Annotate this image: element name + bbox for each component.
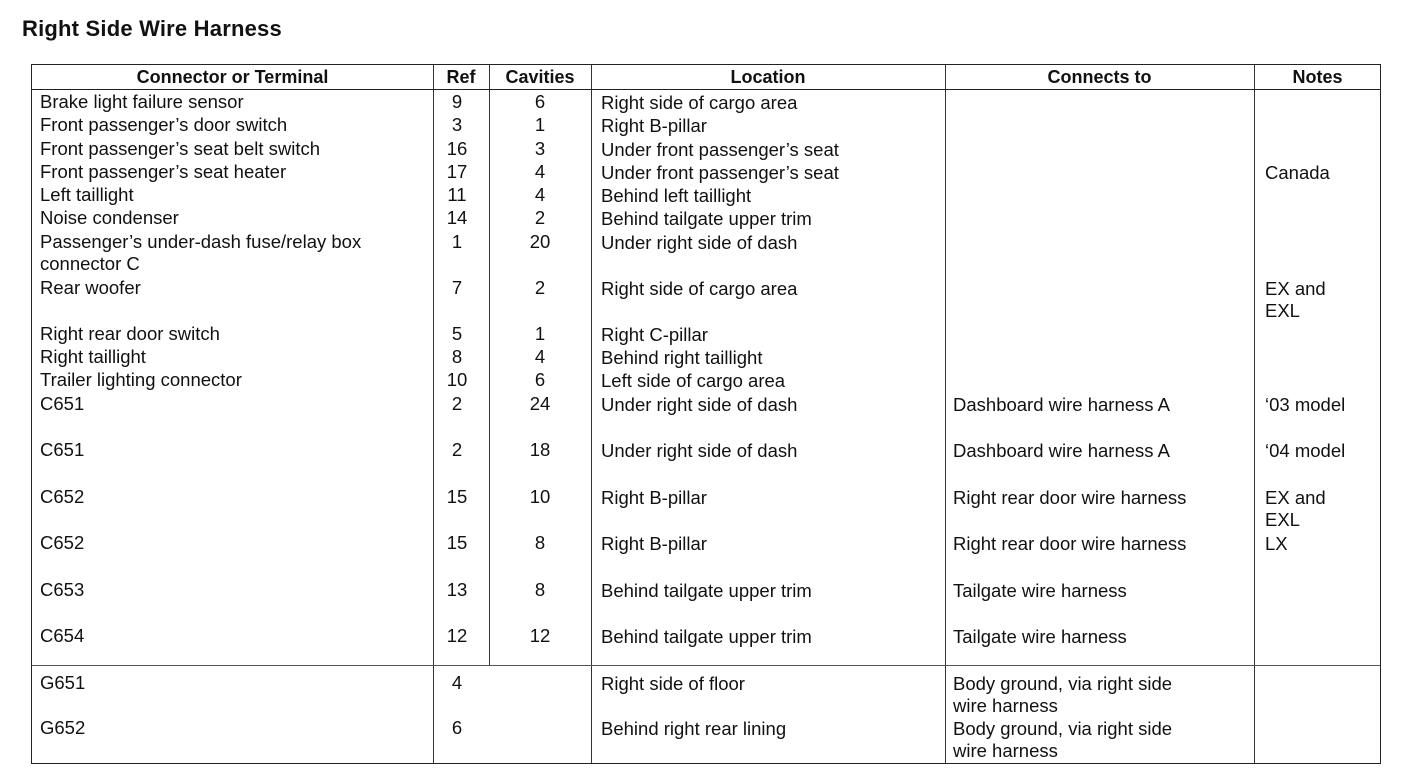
connects-to-cell-line: wire harness xyxy=(953,695,1058,716)
cavities-cell: 10 xyxy=(529,486,551,507)
connects-to-cell-line: Right rear door wire harness xyxy=(953,533,1187,554)
location-cell: Right B-pillar xyxy=(601,487,707,508)
ref-cell: 8 xyxy=(451,346,463,367)
location-cell: Behind tailgate upper trim xyxy=(601,208,812,229)
ref-cell: 15 xyxy=(446,532,468,553)
header-connector: Connector or Terminal xyxy=(136,67,329,87)
ref-cell: 13 xyxy=(446,579,468,600)
ref-cell: 3 xyxy=(451,114,463,135)
cavities-cell: 12 xyxy=(529,625,551,646)
cavities-cell: 20 xyxy=(529,231,551,252)
connector-cell xyxy=(40,184,430,206)
notes-cell-line: EXL xyxy=(1265,300,1300,321)
connector-cell-line: C651 xyxy=(40,393,85,414)
page-title: Right Side Wire Harness xyxy=(22,16,282,41)
connects-to-cell xyxy=(953,626,1253,648)
location-cell: Behind right taillight xyxy=(601,347,763,368)
connects-to-cell xyxy=(953,394,1253,416)
ref-cell: 14 xyxy=(446,207,468,228)
connector-cell xyxy=(40,114,430,136)
notes-cell-line: EXL xyxy=(1265,509,1300,530)
connector-cell-line: connector C xyxy=(40,253,140,274)
ref-cell: 1 xyxy=(451,231,463,252)
location-cell: Under front passenger’s seat xyxy=(601,139,839,160)
ref-cell: 10 xyxy=(446,369,468,390)
connects-to-cell-line: Dashboard wire harness A xyxy=(953,394,1170,415)
connects-to-cell xyxy=(953,673,1253,717)
connector-cell-line: G651 xyxy=(40,672,86,693)
connector-cell-line: Noise condenser xyxy=(40,207,179,228)
notes-cell xyxy=(1265,487,1381,531)
connects-to-cell xyxy=(953,487,1253,509)
ref-cell: 11 xyxy=(447,184,467,205)
connector-cell-line: Front passenger’s door switch xyxy=(40,114,288,135)
connector-cell-line: Brake light failure sensor xyxy=(40,91,244,112)
connector-cell xyxy=(40,486,430,508)
notes-cell-line: EX and xyxy=(1265,487,1326,508)
notes-cell-line: EX and xyxy=(1265,278,1326,299)
ref-cell: 17 xyxy=(446,161,468,182)
location-cell: Right B-pillar xyxy=(601,533,707,554)
connector-cell xyxy=(40,579,430,601)
notes-cell xyxy=(1265,440,1381,462)
location-cell: Right side of floor xyxy=(601,673,745,694)
header-notes: Notes xyxy=(1292,67,1343,87)
connects-to-cell-line: Right rear door wire harness xyxy=(953,487,1187,508)
connector-cell-line: C653 xyxy=(40,579,85,600)
cavities-cell: 3 xyxy=(534,138,546,159)
connector-cell-line: Right rear door switch xyxy=(40,323,220,344)
ref-cell: 15 xyxy=(446,486,468,507)
notes-cell-line: ‘04 model xyxy=(1265,440,1346,461)
cavities-cell: 4 xyxy=(534,161,546,182)
connector-cell xyxy=(40,672,430,694)
connector-cell xyxy=(40,161,430,183)
connector-cell xyxy=(40,393,430,415)
notes-cell-line: LX xyxy=(1265,533,1288,554)
connects-to-cell-line: Body ground, via right side xyxy=(953,718,1173,739)
column-divider xyxy=(1254,65,1255,763)
location-cell: Behind tailgate upper trim xyxy=(601,580,812,601)
connector-cell xyxy=(40,369,430,391)
connects-to-cell-line: Dashboard wire harness A xyxy=(953,440,1170,461)
location-cell: Behind left taillight xyxy=(601,185,752,206)
connects-to-cell xyxy=(953,718,1253,762)
connector-cell-line: C654 xyxy=(40,625,85,646)
location-cell: Right side of cargo area xyxy=(601,92,798,113)
location-cell: Right C-pillar xyxy=(601,324,708,345)
section-rule xyxy=(32,665,1380,666)
cavities-cell: 8 xyxy=(534,532,546,553)
connector-cell xyxy=(40,717,430,739)
cavities-cell: 4 xyxy=(534,346,546,367)
location-cell: Under right side of dash xyxy=(601,232,798,253)
connector-cell xyxy=(40,91,430,113)
connects-to-cell xyxy=(953,440,1253,462)
ref-cell: 2 xyxy=(451,439,463,460)
connects-to-cell-line: Body ground, via right side xyxy=(953,673,1173,694)
column-divider xyxy=(591,65,592,763)
connector-cell-line: Front passenger’s seat belt switch xyxy=(40,138,321,159)
notes-cell xyxy=(1265,162,1381,184)
connector-cell xyxy=(40,439,430,461)
notes-cell-line: ‘03 model xyxy=(1265,394,1346,415)
cavities-cell: 24 xyxy=(529,393,551,414)
connector-cell xyxy=(40,277,430,299)
cavities-cell: 2 xyxy=(534,277,546,298)
header-location: Location xyxy=(730,67,806,87)
header-cavities: Cavities xyxy=(505,67,575,87)
connector-cell xyxy=(40,532,430,554)
connector-cell xyxy=(40,231,430,275)
cavities-cell: 6 xyxy=(534,369,546,390)
location-cell: Under right side of dash xyxy=(601,440,798,461)
connector-cell xyxy=(40,323,430,345)
cavities-cell: 8 xyxy=(534,579,546,600)
ref-cell: 5 xyxy=(451,323,463,344)
connector-cell-line: Right taillight xyxy=(40,346,146,367)
ref-cell: 16 xyxy=(446,138,468,159)
connector-cell xyxy=(40,138,430,160)
cavities-cell: 4 xyxy=(534,184,546,205)
connects-to-cell xyxy=(953,533,1253,555)
connector-cell-line: Front passenger’s seat heater xyxy=(40,161,287,182)
cavities-cell: 6 xyxy=(534,91,546,112)
notes-cell xyxy=(1265,278,1381,322)
location-cell: Under right side of dash xyxy=(601,394,798,415)
connects-to-cell xyxy=(953,580,1253,602)
header-ref: Ref xyxy=(446,67,476,87)
ref-cell: 12 xyxy=(446,625,468,646)
cavities-cell: 2 xyxy=(534,207,546,228)
connector-cell xyxy=(40,346,430,368)
connector-cell-line: Trailer lighting connector xyxy=(40,369,242,390)
connector-cell-line: C651 xyxy=(40,439,85,460)
notes-cell xyxy=(1265,394,1381,416)
connects-to-cell-line: Tailgate wire harness xyxy=(953,580,1127,601)
location-cell: Left side of cargo area xyxy=(601,370,786,391)
location-cell: Under front passenger’s seat xyxy=(601,162,839,183)
location-cell: Right side of cargo area xyxy=(601,278,798,299)
column-divider xyxy=(945,65,946,763)
connector-cell-line: Rear woofer xyxy=(40,277,141,298)
connector-cell-line: Left taillight xyxy=(40,184,134,205)
cavities-cell: 18 xyxy=(529,439,551,460)
connector-cell xyxy=(40,207,430,229)
connects-to-cell-line: wire harness xyxy=(953,740,1058,761)
ref-cell: 6 xyxy=(451,717,463,738)
header-rule xyxy=(32,89,1380,90)
connects-to-cell-line: Tailgate wire harness xyxy=(953,626,1127,647)
location-cell: Behind right rear lining xyxy=(601,718,787,739)
cavities-cell: 1 xyxy=(534,323,546,344)
ref-cell: 4 xyxy=(451,672,463,693)
connector-cell-line: C652 xyxy=(40,486,85,507)
ref-cell: 2 xyxy=(451,393,463,414)
location-cell: Behind tailgate upper trim xyxy=(601,626,812,647)
ref-cell: 9 xyxy=(451,91,463,112)
connector-cell-line: G652 xyxy=(40,717,86,738)
connector-cell xyxy=(40,625,430,647)
header-connects-to: Connects to xyxy=(1047,67,1152,87)
notes-cell xyxy=(1265,533,1381,555)
connector-cell-line: C652 xyxy=(40,532,85,553)
connector-cell-line: Passenger’s under-dash fuse/relay box xyxy=(40,231,362,252)
location-cell: Right B-pillar xyxy=(601,115,707,136)
ref-cell: 7 xyxy=(451,277,463,298)
notes-cell-line: Canada xyxy=(1265,162,1330,183)
cavities-cell: 1 xyxy=(534,114,546,135)
